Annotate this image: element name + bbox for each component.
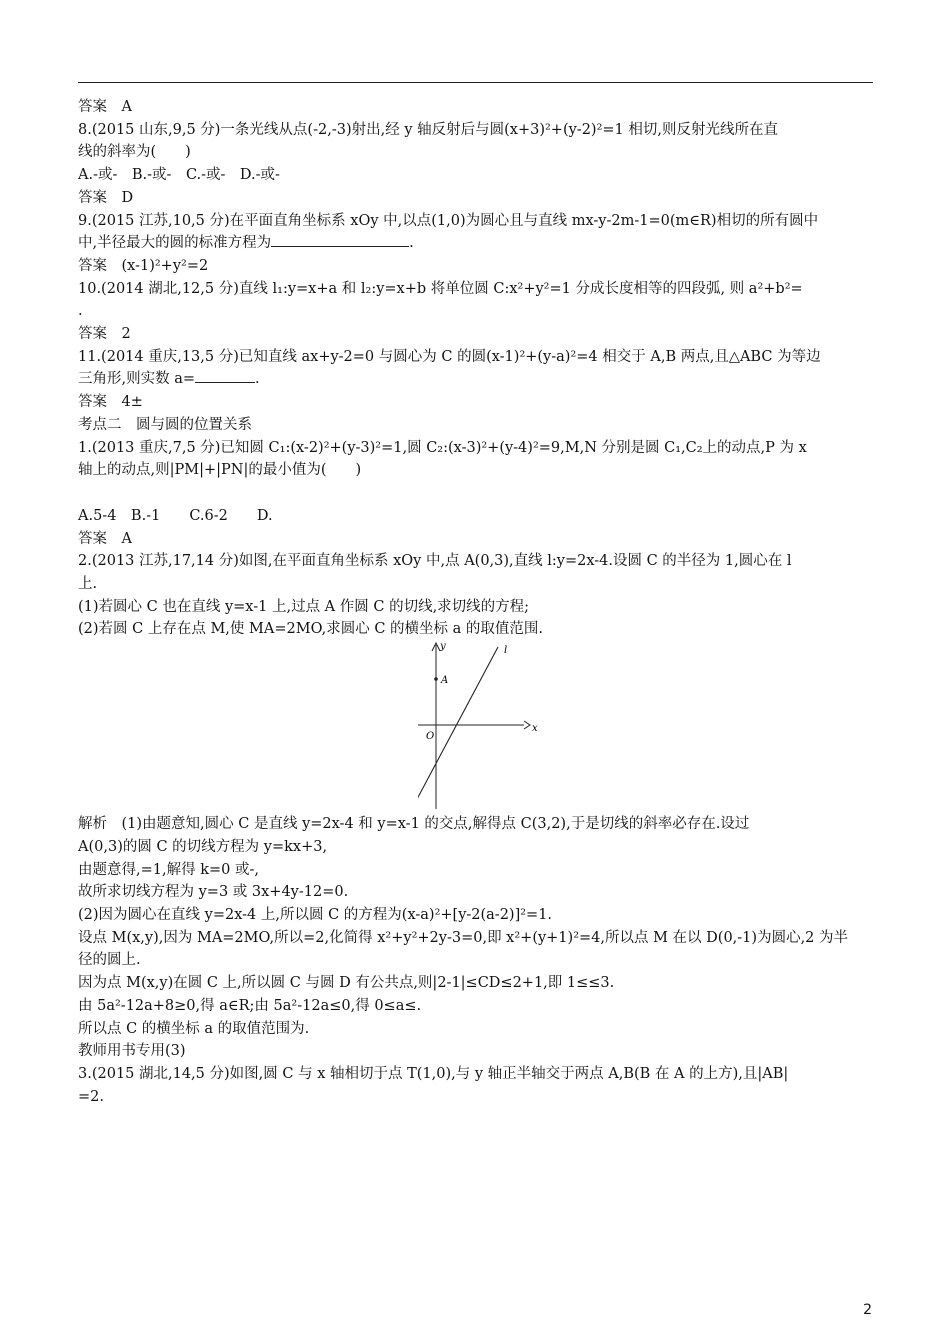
text-line: 答案 (x-1)²+y²=2 — [78, 257, 209, 274]
text-line: 11.(2014 重庆,13,5 分)已知直线 ax+y-2=0 与圆心为 C 的圆(x-1)²+(y-a)²=4 相交于 A,B 两点,且△ABC 为等边 — [78, 348, 821, 365]
page-number: 2 — [863, 1302, 872, 1318]
text-line: A(0,3)的圆 C 的切线方程为 y=kx+3, — [78, 838, 328, 855]
text-line: 轴上的动点,则|PM|+|PN|的最小值为( ) — [78, 462, 362, 479]
point-a — [434, 677, 438, 681]
text-line: 3.(2015 湖北,14,5 分)如图,圆 C 与 x 轴相切于点 T(1,0),与 y 轴正半轴交于两点 A,B(B 在 A 的上方),且|AB| — [78, 1065, 789, 1082]
y-axis-label: y — [440, 641, 446, 653]
text-line: 答案 D — [78, 189, 134, 206]
text-line: 上. — [78, 576, 98, 593]
line-l — [418, 647, 498, 801]
text-line: 所以点 C 的横坐标 a 的取值范围为. — [78, 1020, 310, 1037]
text-line: 答案 4± — [78, 394, 143, 411]
text-line: (1)若圆心 C 也在直线 y=x-1 上,过点 A 作圆 C 的切线,求切线的方程; — [78, 598, 530, 615]
text-line: . — [78, 303, 83, 320]
text-line: 9.(2015 江苏,10,5 分)在平面直角坐标系 xOy 中,以点(1,0)为圆心且与直线 mx-y-2m-1=0(m∈R)相切的所有圆中 — [78, 212, 819, 229]
text-line: A.-或- B.-或- C.-或- D.-或- — [78, 167, 280, 184]
text-span: 中,半径最大的圆的标准方程为 — [78, 235, 272, 252]
coordinate-figure — [78, 641, 874, 813]
text-line: 解析 (1)由题意知,圆心 C 是直线 y=2x-4 和 y=x-1 的交点,解得点 C(3,2),于是切线的斜率必存在.设过 — [78, 816, 750, 833]
origin-label: O — [426, 731, 435, 743]
line-l-label: l — [504, 645, 508, 657]
text-line: (2)因为圆心在直线 y=2x-4 上,所以圆 C 的方程为(x-a)²+[y-2(a-2)]²=1. — [78, 906, 553, 923]
text-line: 设点 M(x,y),因为 MA=2MO,所以=2,化简得 x²+y²+2y-3=0,即 x²+(y+1)²=4,所以点 M 在以 D(0,-1)为圆心,2 为半 — [78, 929, 849, 946]
text-line: 因为点 M(x,y)在圆 C 上,所以圆 C 与圆 D 有公共点,则|2-1|≤CD≤2+1,即 1≤≤3. — [78, 975, 615, 992]
text-line: =2. — [78, 1088, 104, 1105]
section-heading: 考点二 圆与圆的位置关系 — [78, 416, 252, 433]
answer-blank — [271, 232, 409, 247]
x-axis-arrow — [524, 721, 530, 729]
text-line: 10.(2014 湖北,12,5 分)直线 l₁:y=x+a 和 l₂:y=x+b 将单位圆 C:x²+y²=1 分成长度相等的四段弧, 则 a²+b²= — [78, 280, 803, 297]
text-line: A.5-4 B.-1 C.6-2 D. — [78, 507, 273, 524]
text-line: 1.(2013 重庆,7,5 分)已知圆 C₁:(x-2)²+(y-3)²=1,圆 C₂:(x-3)²+(y-4)²=9,M,N 分别是圆 C₁,C₂上的动点,P 为 x — [78, 439, 807, 456]
coordinate-diagram — [418, 641, 608, 813]
text-line: 2.(2013 江苏,17,14 分)如图,在平面直角坐标系 xOy 中,点 A(0,3),直线 l:y=2x-4.设圆 C 的半径为 1,圆心在 l — [78, 553, 792, 570]
text-line: 由 5a²-12a+8≥0,得 a∈R;由 5a²-12a≤0,得 0≤a≤. — [78, 997, 422, 1014]
text-line: 线的斜率为( ) — [78, 144, 191, 161]
point-a-label: A — [441, 675, 449, 687]
text-line: 答案 A — [78, 530, 132, 547]
header-rule — [78, 82, 873, 83]
text-span: 三角形,则实数 a= — [78, 371, 196, 388]
text-line: 答案 2 — [78, 326, 131, 343]
page-content — [78, 96, 874, 1108]
x-axis-label: x — [532, 723, 538, 735]
text-line: 由题意得,=1,解得 k=0 或-, — [78, 861, 259, 878]
text-line: 故所求切线方程为 y=3 或 3x+4y-12=0. — [78, 884, 349, 901]
text-line: 答案 A — [78, 99, 132, 115]
text-line: 三角形,则实数 a= . — [78, 368, 874, 391]
text-line: 教师用书专用(3) — [78, 1043, 186, 1060]
text-line: 径的圆上. — [78, 952, 141, 969]
text-line: (2)若圆 C 上存在点 M,使 MA=2MO,求圆心 C 的横坐标 a 的取值范围. — [78, 621, 543, 638]
answer-blank — [195, 368, 255, 383]
text-line: 8.(2015 山东,9,5 分)一条光线从点(-2,-3)射出,经 y 轴反射后与圆(x+3)²+(y-2)²=1 相切,则反射光线所在直 — [78, 121, 778, 138]
text-line: 中,半径最大的圆的标准方程为 . — [78, 232, 874, 255]
